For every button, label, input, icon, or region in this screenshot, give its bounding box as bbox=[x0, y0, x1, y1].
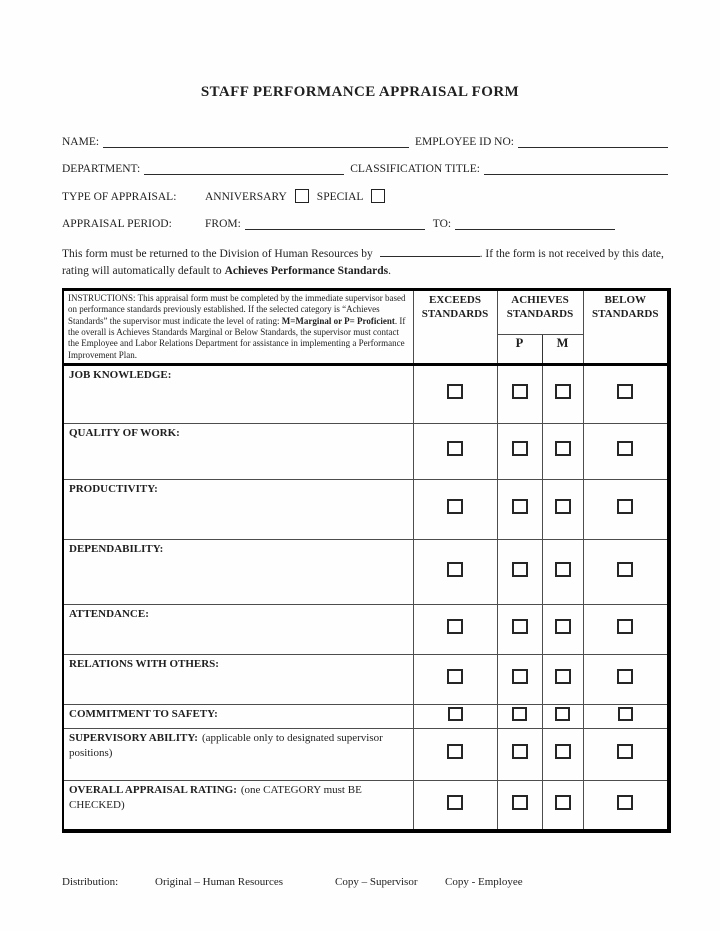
below-checkbox[interactable] bbox=[617, 619, 633, 634]
exceeds-checkbox[interactable] bbox=[447, 795, 463, 810]
below-cell bbox=[583, 728, 669, 780]
criterion-label: QUALITY OF WORK: bbox=[69, 426, 180, 439]
below-checkbox[interactable] bbox=[617, 562, 633, 577]
achieves-p-checkbox[interactable] bbox=[512, 562, 528, 577]
instructions-bold-text: M=Marginal or P= Proficient bbox=[281, 315, 395, 326]
criterion-label-cell bbox=[63, 604, 413, 654]
appraisal-type-row bbox=[62, 189, 668, 203]
exceeds-checkbox[interactable] bbox=[447, 669, 463, 684]
name-input-line[interactable] bbox=[103, 134, 409, 148]
table-row-relations-with-others bbox=[63, 654, 669, 704]
classification-title-input-line[interactable] bbox=[484, 161, 668, 175]
appraisal-period-label: APPRAISAL PERIOD: bbox=[62, 218, 172, 230]
below-checkbox[interactable] bbox=[617, 669, 633, 684]
achieves-p-cell bbox=[497, 604, 542, 654]
achieves-m-checkbox[interactable] bbox=[555, 795, 571, 810]
exceeds-checkbox[interactable] bbox=[447, 744, 463, 759]
to-label: TO: bbox=[432, 218, 452, 230]
anniversary-label: ANNIVERSARY bbox=[205, 191, 287, 203]
column-header-below: BELOW STANDARDS bbox=[583, 290, 669, 365]
below-cell bbox=[583, 479, 669, 539]
name-label: NAME: bbox=[62, 136, 100, 148]
exceeds-checkbox[interactable] bbox=[447, 441, 463, 456]
department-label: DEPARTMENT: bbox=[62, 163, 141, 175]
to-date-input-line[interactable] bbox=[455, 216, 615, 230]
special-label: SPECIAL bbox=[316, 191, 364, 203]
below-checkbox[interactable] bbox=[617, 744, 633, 759]
employee-id-label: EMPLOYEE ID NO: bbox=[414, 136, 514, 148]
distribution-copy-employee: Copy - Employee bbox=[445, 876, 523, 888]
criterion-note: (one CATEGORY must BE CHECKED) bbox=[69, 783, 362, 811]
criterion-label-cell bbox=[63, 654, 413, 704]
achieves-p-checkbox[interactable] bbox=[512, 669, 528, 684]
criterion-label: JOB KNOWLEDGE: bbox=[69, 368, 172, 381]
criterion-label: DEPENDABILITY: bbox=[69, 542, 164, 555]
ratings-table bbox=[62, 288, 671, 833]
instructions-text-2: . If the overall is Achieves Standards Marginal or Below Standards, the supervisor must contact the Employee and Labor Relations Department for assistance in implementing a Performance Improvement Plan. bbox=[68, 315, 406, 360]
achieves-m-checkbox[interactable] bbox=[555, 619, 571, 634]
distribution-label: Distribution: bbox=[62, 876, 119, 888]
achieves-m-checkbox[interactable] bbox=[555, 499, 571, 514]
achieves-p-cell bbox=[497, 479, 542, 539]
exceeds-checkbox[interactable] bbox=[447, 619, 463, 634]
criterion-label: PRODUCTIVITY: bbox=[69, 482, 158, 495]
achieves-p-checkbox[interactable] bbox=[512, 384, 528, 399]
achieves-p-checkbox[interactable] bbox=[512, 499, 528, 514]
achieves-p-cell bbox=[497, 423, 542, 479]
notice-period: . bbox=[388, 265, 391, 278]
distribution-original: Original – Human Resources bbox=[155, 876, 283, 888]
achieves-p-cell bbox=[497, 539, 542, 604]
achieves-p-cell bbox=[497, 780, 542, 831]
criterion-label-cell bbox=[63, 423, 413, 479]
classification-title-label: CLASSIFICATION TITLE: bbox=[350, 163, 480, 175]
appraisal-period-row bbox=[62, 216, 668, 230]
table-row-supervisory-ability bbox=[63, 728, 669, 780]
criterion-label-cell bbox=[63, 539, 413, 604]
instructions-text-1: INSTRUCTIONS: This appraisal form must be completed by the immediate supervisor based on performance standards previously established. If the selected category is “Achieves Standards” the supervisor must indicate the level of rating: bbox=[68, 293, 406, 326]
exceeds-cell bbox=[413, 423, 497, 479]
special-checkbox[interactable] bbox=[371, 189, 385, 203]
achieves-m-cell bbox=[542, 780, 583, 831]
criterion-label-cell bbox=[63, 704, 413, 728]
achieves-m-cell bbox=[542, 704, 583, 728]
criterion-label-cell bbox=[63, 780, 413, 831]
exceeds-cell bbox=[413, 780, 497, 831]
below-checkbox[interactable] bbox=[617, 441, 633, 456]
appraisal-type-label: TYPE OF APPRAISAL: bbox=[62, 191, 177, 203]
below-cell bbox=[583, 704, 669, 728]
criterion-label-cell bbox=[63, 479, 413, 539]
below-cell bbox=[583, 423, 669, 479]
achieves-m-cell bbox=[542, 364, 583, 423]
exceeds-checkbox[interactable] bbox=[448, 707, 463, 721]
below-cell bbox=[583, 780, 669, 831]
achieves-m-checkbox[interactable] bbox=[555, 384, 571, 399]
distribution-copy-supervisor: Copy – Supervisor bbox=[335, 876, 418, 888]
department-input-line[interactable] bbox=[144, 161, 344, 175]
criterion-label-cell bbox=[63, 364, 413, 423]
achieves-p-checkbox[interactable] bbox=[512, 795, 528, 810]
achieves-m-cell bbox=[542, 604, 583, 654]
exceeds-checkbox[interactable] bbox=[447, 499, 463, 514]
achieves-m-cell bbox=[542, 654, 583, 704]
exceeds-cell bbox=[413, 728, 497, 780]
column-header-achieves: ACHIEVES STANDARDS bbox=[497, 290, 583, 335]
column-header-marginal: M bbox=[542, 334, 583, 364]
employee-id-input-line[interactable] bbox=[518, 134, 668, 148]
exceeds-cell bbox=[413, 364, 497, 423]
achieves-p-cell bbox=[497, 654, 542, 704]
achieves-m-checkbox[interactable] bbox=[555, 707, 570, 721]
below-cell bbox=[583, 364, 669, 423]
achieves-p-cell bbox=[497, 728, 542, 780]
exceeds-cell bbox=[413, 539, 497, 604]
from-date-input-line[interactable] bbox=[245, 216, 425, 230]
table-row-dependability bbox=[63, 539, 669, 604]
criterion-label: RELATIONS WITH OTHERS: bbox=[69, 657, 219, 670]
below-checkbox[interactable] bbox=[617, 384, 633, 399]
table-row-attendance bbox=[63, 604, 669, 654]
page-title: STAFF PERFORMANCE APPRAISAL FORM bbox=[200, 84, 520, 100]
exceeds-cell bbox=[413, 479, 497, 539]
table-row-commitment-to-safety bbox=[63, 704, 669, 728]
below-cell bbox=[583, 539, 669, 604]
table-row-job-knowledge bbox=[63, 364, 669, 423]
criterion-note: (applicable only to designated supervisor positions) bbox=[69, 731, 383, 759]
notice-text-2: . If the form is not received by this date, rating will automatically default to bbox=[62, 248, 664, 278]
return-date-input-line[interactable] bbox=[380, 244, 480, 257]
achieves-m-cell bbox=[542, 728, 583, 780]
below-cell bbox=[583, 654, 669, 704]
achieves-p-checkbox[interactable] bbox=[512, 619, 528, 634]
achieves-p-checkbox[interactable] bbox=[512, 707, 527, 721]
achieves-m-checkbox[interactable] bbox=[555, 744, 571, 759]
achieves-p-checkbox[interactable] bbox=[512, 744, 528, 759]
achieves-m-cell bbox=[542, 539, 583, 604]
achieves-m-checkbox[interactable] bbox=[555, 562, 571, 577]
exceeds-cell bbox=[413, 704, 497, 728]
achieves-p-checkbox[interactable] bbox=[512, 441, 528, 456]
exceeds-checkbox[interactable] bbox=[447, 562, 463, 577]
criterion-label: OVERALL APPRAISAL RATING: bbox=[69, 783, 237, 796]
exceeds-cell bbox=[413, 654, 497, 704]
achieves-m-checkbox[interactable] bbox=[555, 669, 571, 684]
achieves-m-cell bbox=[542, 479, 583, 539]
exceeds-checkbox[interactable] bbox=[447, 384, 463, 399]
below-cell bbox=[583, 604, 669, 654]
notice-bold-text: Achieves Performance Standards bbox=[224, 265, 389, 278]
notice-text-1: This form must be returned to the Division of Human Resources by bbox=[62, 248, 373, 260]
criterion-label: SUPERVISORY ABILITY: bbox=[69, 731, 198, 744]
table-row-productivity bbox=[63, 479, 669, 539]
table-row-quality-of-work bbox=[63, 423, 669, 479]
name-row bbox=[62, 134, 668, 148]
criterion-label-cell bbox=[63, 728, 413, 780]
instructions-cell bbox=[63, 290, 413, 365]
column-header-proficient: P bbox=[497, 334, 542, 364]
achieves-p-cell bbox=[497, 704, 542, 728]
distribution-footer bbox=[62, 876, 702, 892]
column-header-exceeds: EXCEEDS STANDARDS bbox=[413, 290, 497, 365]
below-checkbox[interactable] bbox=[618, 707, 633, 721]
criterion-label: ATTENDANCE: bbox=[69, 607, 149, 620]
anniversary-checkbox[interactable] bbox=[295, 189, 309, 203]
achieves-p-cell bbox=[497, 364, 542, 423]
exceeds-cell bbox=[413, 604, 497, 654]
below-checkbox[interactable] bbox=[617, 499, 633, 514]
achieves-m-checkbox[interactable] bbox=[555, 441, 571, 456]
department-row bbox=[62, 161, 668, 175]
return-notice bbox=[62, 244, 668, 281]
from-label: FROM: bbox=[205, 218, 241, 230]
below-checkbox[interactable] bbox=[617, 795, 633, 810]
achieves-m-cell bbox=[542, 423, 583, 479]
criterion-label: COMMITMENT TO SAFETY: bbox=[69, 707, 218, 720]
table-row-overall-appraisal-rating bbox=[63, 780, 669, 831]
